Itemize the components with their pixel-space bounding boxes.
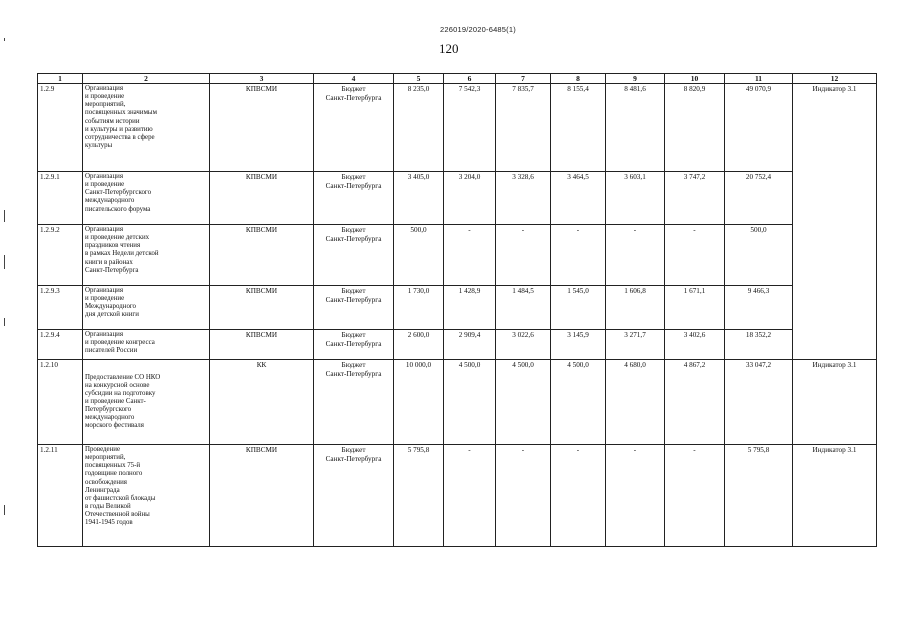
- row-value: 1 484,5: [496, 286, 551, 330]
- row-name: Организация и проведение Международного дня детской книги: [83, 286, 210, 330]
- scan-edge-mark: [4, 255, 5, 269]
- budget-table: [37, 73, 877, 547]
- row-value: 10 000,0: [394, 360, 444, 445]
- row-value: -: [444, 445, 496, 547]
- row-name: Организация и проведение детских праздников чтения в рамках Недели детской книги в районах Санкт-Петербурга: [83, 225, 210, 286]
- scan-edge-mark: [4, 210, 5, 222]
- row-value: 7 835,7: [496, 84, 551, 172]
- row-code: 1.2.10: [38, 360, 83, 445]
- column-header: 4: [314, 74, 394, 84]
- row-value: 1 730,0: [394, 286, 444, 330]
- row-value: -: [551, 225, 606, 286]
- row-value: 8 481,6: [606, 84, 665, 172]
- table-row: [38, 172, 877, 225]
- column-header: 10: [665, 74, 725, 84]
- row-total: 9 466,3: [725, 286, 793, 330]
- row-source: Бюджет Санкт-Петербурга: [314, 286, 394, 330]
- row-value: 8 155,4: [551, 84, 606, 172]
- document-id: 226019/2020-6485(1): [440, 25, 516, 34]
- row-source: Бюджет Санкт-Петербурга: [314, 360, 394, 445]
- column-header: 5: [394, 74, 444, 84]
- row-value: 1 545,0: [551, 286, 606, 330]
- row-value: 3 328,6: [496, 172, 551, 225]
- row-executor: КПВСМИ: [210, 445, 314, 547]
- table-row: [38, 445, 877, 547]
- row-source: Бюджет Санкт-Петербурга: [314, 172, 394, 225]
- row-name: Организация и проведение Санкт-Петербургского международного писательского форума: [83, 172, 210, 225]
- row-value: 3 464,5: [551, 172, 606, 225]
- row-name: Организация и проведение конгресса писателей России: [83, 330, 210, 360]
- scan-edge-mark: [4, 505, 5, 515]
- row-value: 3 603,1: [606, 172, 665, 225]
- column-header-row: [38, 74, 877, 84]
- scan-edge-mark: [4, 318, 5, 326]
- column-header: 3: [210, 74, 314, 84]
- row-code: 1.2.9.3: [38, 286, 83, 330]
- row-value: -: [444, 225, 496, 286]
- column-header: 7: [496, 74, 551, 84]
- row-value: 2 600,0: [394, 330, 444, 360]
- row-value: -: [665, 225, 725, 286]
- row-value: -: [606, 445, 665, 547]
- row-value: 8 820,9: [665, 84, 725, 172]
- column-header: 9: [606, 74, 665, 84]
- table-row: [38, 225, 877, 286]
- column-header: 6: [444, 74, 496, 84]
- row-name: Предоставление СО НКО на конкурсной основе субсидии на подготовку и проведение Санкт- Петербургского международного морского фестиваля: [83, 360, 210, 445]
- row-value: 7 542,3: [444, 84, 496, 172]
- column-header: 2: [83, 74, 210, 84]
- row-indicator: Индикатор 3.1: [793, 84, 877, 360]
- row-executor: КК: [210, 360, 314, 445]
- row-value: 3 402,6: [665, 330, 725, 360]
- row-executor: КПВСМИ: [210, 286, 314, 330]
- row-value: 1 428,9: [444, 286, 496, 330]
- row-executor: КПВСМИ: [210, 225, 314, 286]
- row-value: -: [551, 445, 606, 547]
- row-source: Бюджет Санкт-Петербурга: [314, 445, 394, 547]
- table-row: [38, 360, 877, 445]
- row-value: 1 671,1: [665, 286, 725, 330]
- row-total: 500,0: [725, 225, 793, 286]
- row-code: 1.2.9.2: [38, 225, 83, 286]
- row-value: 3 204,0: [444, 172, 496, 225]
- row-source: Бюджет Санкт-Петербурга: [314, 330, 394, 360]
- column-header: 8: [551, 74, 606, 84]
- row-value: 3 747,2: [665, 172, 725, 225]
- row-total: 33 047,2: [725, 360, 793, 445]
- row-executor: КПВСМИ: [210, 330, 314, 360]
- row-value: 4 867,2: [665, 360, 725, 445]
- row-value: 3 271,7: [606, 330, 665, 360]
- row-total: 20 752,4: [725, 172, 793, 225]
- row-executor: КПВСМИ: [210, 84, 314, 172]
- row-value: 4 680,0: [606, 360, 665, 445]
- table-row: [38, 286, 877, 330]
- row-value: -: [496, 445, 551, 547]
- page-number: 120: [439, 41, 459, 56]
- row-value: 5 795,8: [394, 445, 444, 547]
- row-value: 4 500,0: [496, 360, 551, 445]
- row-code: 1.2.9.1: [38, 172, 83, 225]
- row-total: 49 070,9: [725, 84, 793, 172]
- row-indicator: Индикатор 3.1: [793, 360, 877, 445]
- row-value: -: [606, 225, 665, 286]
- row-executor: КПВСМИ: [210, 172, 314, 225]
- table-row: [38, 84, 877, 172]
- row-source: Бюджет Санкт-Петербурга: [314, 225, 394, 286]
- row-code: 1.2.9: [38, 84, 83, 172]
- row-value: 3 022,6: [496, 330, 551, 360]
- row-value: -: [496, 225, 551, 286]
- row-total: 18 352,2: [725, 330, 793, 360]
- column-header: 12: [793, 74, 877, 84]
- row-value: 4 500,0: [444, 360, 496, 445]
- row-source: Бюджет Санкт-Петербурга: [314, 84, 394, 172]
- row-value: 3 145,9: [551, 330, 606, 360]
- row-value: -: [665, 445, 725, 547]
- row-value: 3 405,0: [394, 172, 444, 225]
- row-value: 4 500,0: [551, 360, 606, 445]
- row-value: 2 909,4: [444, 330, 496, 360]
- row-code: 1.2.11: [38, 445, 83, 547]
- row-indicator: Индикатор 3.1: [793, 445, 877, 547]
- row-value: 1 606,8: [606, 286, 665, 330]
- column-header: 1: [38, 74, 83, 84]
- row-value: 500,0: [394, 225, 444, 286]
- row-code: 1.2.9.4: [38, 330, 83, 360]
- column-header: 11: [725, 74, 793, 84]
- row-name: Организация и проведение мероприятий, посвященных значимым событиям истории и культуры и развитию сотрудничества в сфере культуры: [83, 84, 210, 172]
- row-name: Проведение мероприятий, посвященных 75-й годовщине полного освобождения Ленинграда от фашистской блокады в годы Великой Отечественной войны 1941-1945 годов: [83, 445, 210, 547]
- scan-edge-mark: [4, 38, 5, 41]
- row-value: 8 235,0: [394, 84, 444, 172]
- table-row: [38, 330, 877, 360]
- row-total: 5 795,8: [725, 445, 793, 547]
